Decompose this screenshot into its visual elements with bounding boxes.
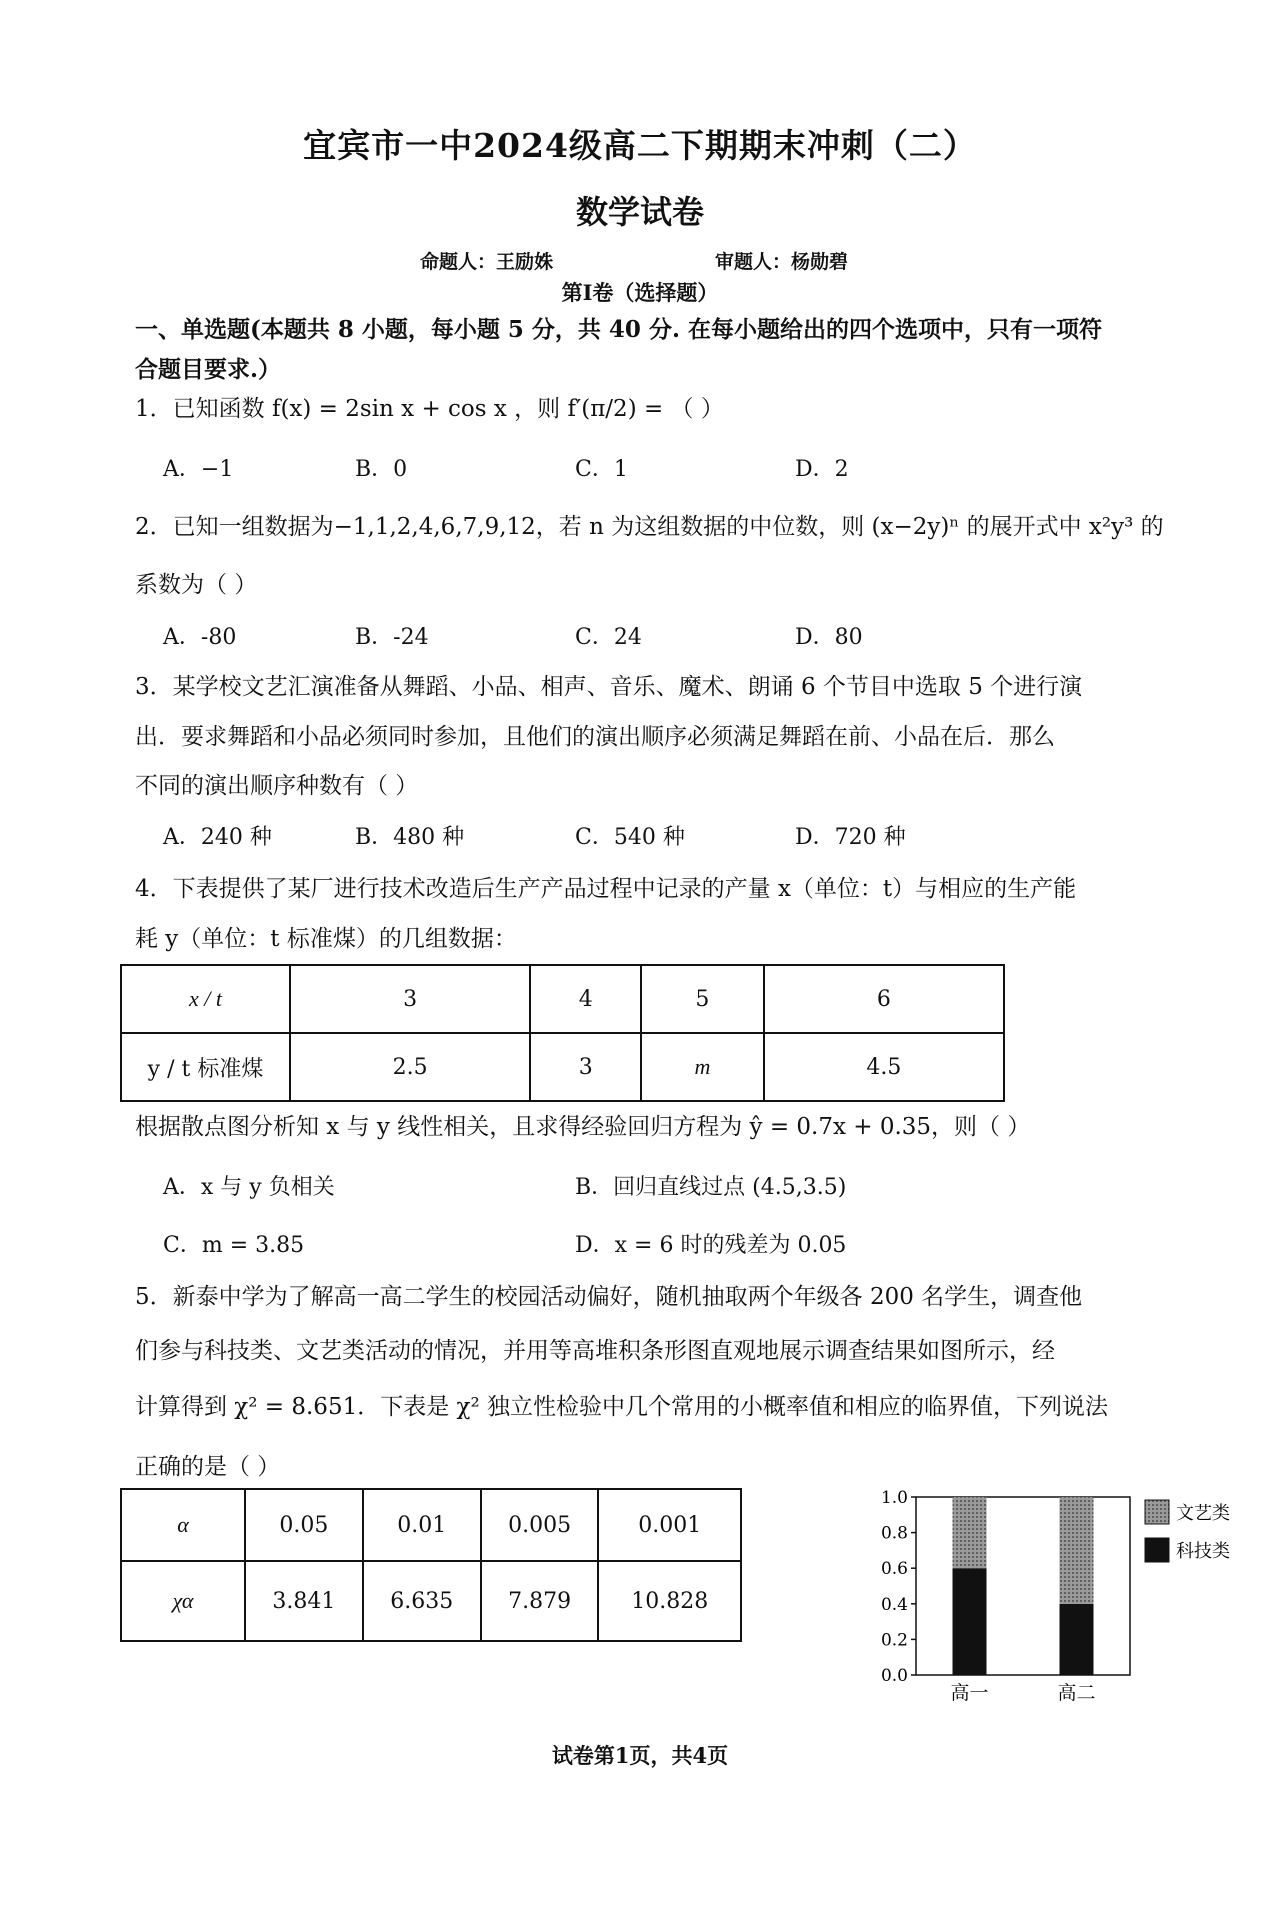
table-cell: m — [641, 1033, 764, 1101]
table-cell: 0.005 — [481, 1489, 599, 1561]
legend-swatch — [1145, 1500, 1169, 1524]
q4-data-table — [120, 964, 1005, 1102]
bar-segment — [1060, 1497, 1094, 1604]
q5-critical-value-table — [120, 1488, 742, 1642]
bar-segment — [1060, 1604, 1094, 1675]
question-1: 1．已知函数 f(x) = 2sin x + cos x ，则 f′(π/2) = （ ） — [135, 396, 724, 422]
q1-option-b: B．0 — [355, 457, 408, 482]
table-cell: 3 — [290, 965, 530, 1033]
stacked-bar-chart — [860, 1480, 1260, 1710]
q2-option-a: A．-80 — [163, 625, 237, 650]
question-4-line-2: 耗 y（单位：t 标准煤）的几组数据： — [135, 926, 517, 952]
question-5-line-3: 计算得到 χ² = 8.651．下表是 χ² 独立性检验中几个常用的小概率值和相应的临界值，下列说法 — [135, 1394, 1108, 1420]
question-5-line-2: 们参与科技类、文艺类活动的情况，并用等高堆积条形图直观地展示调查结果如图所示，经 — [135, 1338, 1055, 1364]
table-row — [121, 1561, 741, 1641]
table-cell: 6 — [764, 965, 1004, 1033]
table-cell: x / t — [121, 965, 290, 1033]
table-cell: 3.841 — [245, 1561, 363, 1641]
table-cell: 5 — [641, 965, 764, 1033]
section-line-1: 一、单选题(本题共 8 小题，每小题 5 分，共 40 分. 在每小题给出的四个选项中，只有一项符 — [135, 316, 1102, 343]
table-cell: 4.5 — [764, 1033, 1004, 1101]
table-cell: 3 — [530, 1033, 641, 1101]
legend-swatch — [1145, 1538, 1169, 1562]
legend-label: 文艺类 — [1176, 1503, 1230, 1524]
q2-option-d: D．80 — [795, 625, 863, 650]
legend-label: 科技类 — [1176, 1541, 1230, 1562]
question-4-after: 根据散点图分析知 x 与 y 线性相关，且求得经验回归方程为 ŷ = 0.7x + 0.35，则（ ） — [135, 1114, 1031, 1140]
y-tick-label: 0.6 — [880, 1559, 908, 1580]
table-cell: χα — [121, 1561, 245, 1641]
question-5-line-1: 5．新泰中学为了解高一高二学生的校园活动偏好，随机抽取两个年级各 200 名学生，调查他 — [135, 1284, 1083, 1310]
page-footer: 试卷第1页，共4页 — [551, 1743, 729, 1768]
table-cell: 4 — [530, 965, 641, 1033]
q4-option-d: D．x = 6 时的残差为 0.05 — [575, 1233, 847, 1258]
table-row — [121, 1033, 1004, 1101]
table-cell: 6.635 — [363, 1561, 481, 1641]
table-row — [121, 1489, 741, 1561]
y-tick-label: 0.0 — [880, 1666, 908, 1686]
q3-option-d: D．720 种 — [795, 825, 906, 850]
q1-option-d: D．2 — [795, 457, 849, 482]
table-cell: 0.001 — [598, 1489, 741, 1561]
question-3-line-3: 不同的演出顺序种数有（ ） — [135, 773, 419, 799]
y-tick-label: 1.0 — [880, 1488, 908, 1508]
q4-option-a: A．x 与 y 负相关 — [163, 1175, 335, 1200]
question-2-line-1: 2．已知一组数据为−1,1,2,4,6,7,9,12，若 n 为这组数据的中位数，则 (x−2y)ⁿ 的展开式中 x²y³ 的 — [135, 514, 1164, 540]
bar-segment — [953, 1497, 987, 1568]
y-tick-label: 0.8 — [880, 1523, 908, 1544]
q4-option-c: C．m = 3.85 — [163, 1233, 305, 1258]
q1-option-c: C．1 — [575, 457, 628, 482]
question-4-line-1: 4．下表提供了某厂进行技术改造后生产产品过程中记录的产量 x（单位：t）与相应的生产能 — [135, 876, 1077, 902]
y-tick-label: 0.2 — [880, 1630, 908, 1651]
q2-option-c: C．24 — [575, 625, 642, 650]
table-cell: 0.05 — [245, 1489, 363, 1561]
x-tick-label: 高二 — [1057, 1682, 1096, 1704]
section-heading — [135, 310, 1165, 390]
table-cell: 7.879 — [481, 1561, 599, 1641]
question-2-line-2: 系数为（ ） — [135, 572, 258, 598]
page-title: 宜宾市一中2024级高二下期期末冲刺（二） — [303, 126, 977, 165]
y-tick-label: 0.4 — [880, 1594, 908, 1615]
question-5-line-4: 正确的是（ ） — [135, 1454, 281, 1480]
page-subtitle: 数学试卷 — [575, 193, 704, 231]
table-cell: α — [121, 1489, 245, 1561]
q3-option-a: A．240 种 — [163, 825, 272, 850]
reviewer: 审题人：杨勋碧 — [715, 251, 849, 273]
q3-option-b: B．480 种 — [355, 825, 465, 850]
question-3-line-1: 3．某学校文艺汇演准备从舞蹈、小品、相声、音乐、魔术、朗诵 6 个节目中选取 5 个进行演 — [135, 674, 1083, 700]
q3-option-c: C．540 种 — [575, 825, 685, 850]
table-cell: 0.01 — [363, 1489, 481, 1561]
q1-option-a: A．−1 — [163, 457, 234, 482]
x-tick-label: 高一 — [950, 1682, 989, 1704]
table-row — [121, 965, 1004, 1033]
author: 命题人：王励姝 — [420, 251, 554, 273]
q4-option-b: B．回归直线过点 (4.5,3.5) — [575, 1175, 847, 1200]
volume-heading: 第Ⅰ卷（选择题） — [561, 280, 719, 305]
question-3-line-2: 出．要求舞蹈和小品必须同时参加，且他们的演出顺序必须满足舞蹈在前、小品在后．那么 — [135, 724, 1055, 750]
plot-frame — [916, 1497, 1130, 1675]
q2-option-b: B．-24 — [355, 625, 429, 650]
bar-segment — [953, 1568, 987, 1675]
table-cell: 10.828 — [598, 1561, 741, 1641]
section-line-2: 合题目要求.） — [135, 356, 282, 383]
table-cell: y / t 标准煤 — [121, 1033, 290, 1101]
table-cell: 2.5 — [290, 1033, 530, 1101]
